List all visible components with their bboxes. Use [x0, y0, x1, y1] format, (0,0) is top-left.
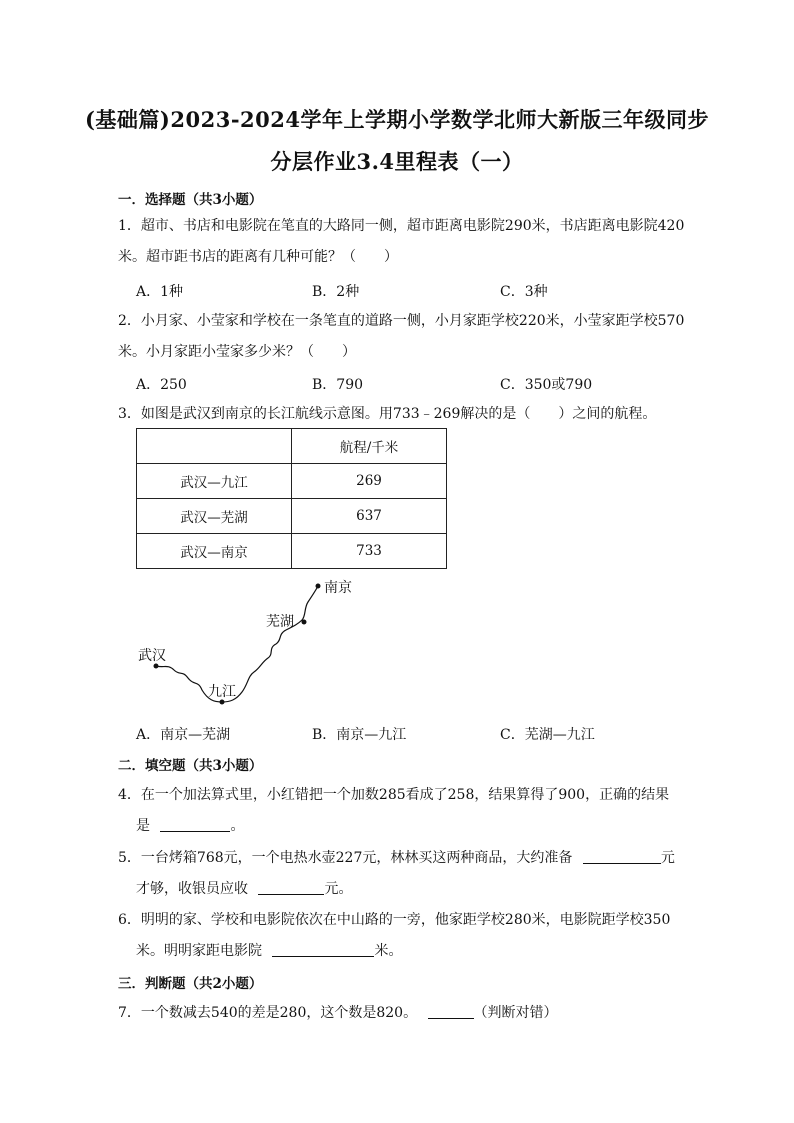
question-4-suffix: 。	[230, 818, 245, 834]
answer-blank-5a[interactable]	[583, 849, 661, 864]
table-cell-route: 武汉—芜湖	[137, 499, 292, 534]
question-1-line-1: 1．超市、书店和电影院在笔直的大路同一侧，超市距离电影院290米，书店距离电影院420	[118, 218, 685, 234]
question-4-line-2	[136, 816, 244, 836]
table-row	[137, 499, 447, 534]
jiujiang-point	[220, 700, 225, 705]
question-6-line-2	[136, 941, 402, 961]
table-header-cell: 航程/千米	[292, 429, 447, 464]
section-heading-fill-in: 二．填空题（共3小题）	[118, 758, 263, 774]
yangtze-route-map	[130, 572, 370, 712]
route-distance-table	[136, 428, 447, 569]
question-2-option-c[interactable]: C．350或790	[500, 377, 593, 393]
table-cell-distance: 637	[292, 499, 447, 534]
nanjing-point	[316, 584, 321, 589]
wuhan-label: 武汉	[138, 648, 166, 664]
question-2-option-a[interactable]: A．250	[136, 377, 187, 393]
question-3-line-1: 3．如图是武汉到南京的长江航线示意图。用733﹣269解决的是（ ）之间的航程。	[118, 406, 657, 422]
question-1-option-c[interactable]: C．3种	[500, 284, 548, 300]
question-6-unit: 米。	[374, 943, 403, 959]
question-5-text-2: 才够，收银员应收	[136, 881, 248, 897]
question-5-line-1	[118, 848, 675, 868]
wuhan-point	[154, 664, 159, 669]
table-cell-route: 武汉—九江	[137, 464, 292, 499]
question-1-option-b[interactable]: B．2种	[312, 284, 360, 300]
question-1-option-a[interactable]: A．1种	[136, 284, 184, 300]
answer-blank-4[interactable]	[160, 817, 230, 832]
table-header-row	[137, 429, 447, 464]
question-1-line-2: 米。超市距书店的距离有几种可能？（ ）	[118, 249, 398, 265]
question-2-option-b[interactable]: B．790	[312, 377, 364, 393]
question-2-line-1: 2．小月家、小莹家和学校在一条笔直的道路一侧，小月家距学校220米，小莹家距学校570	[118, 313, 685, 329]
question-6-line-1: 6．明明的家、学校和电影院依次在中山路的一旁，他家距学校280米，电影院距学校350	[118, 912, 671, 928]
question-7-suffix: （判断对错）	[473, 1005, 558, 1021]
page-title-line-2: 分层作业3.4里程表（一）	[270, 149, 524, 174]
question-5-text-1: 5．一台烤箱768元，一个电热水壶227元，林林买这两种商品，大约准备	[118, 850, 573, 866]
question-7-text: 7．一个数减去540的差是280，这个数是820。	[118, 1005, 418, 1021]
table-row	[137, 534, 447, 569]
question-3-option-a[interactable]: A．南京—芜湖	[136, 727, 231, 743]
question-5-unit-2: 元。	[324, 881, 353, 897]
wuhu-label: 芜湖	[266, 614, 294, 630]
question-7-line-1	[118, 1003, 558, 1023]
question-3-option-c[interactable]: C．芜湖—九江	[500, 727, 595, 743]
question-3-option-b[interactable]: B．南京—九江	[312, 727, 407, 743]
question-6-text: 米。明明家距电影院	[136, 943, 262, 959]
question-2-line-2: 米。小月家距小莹家多少米？（ ）	[118, 344, 356, 360]
answer-blank-6[interactable]	[272, 942, 374, 957]
wuhu-point	[302, 620, 307, 625]
question-5-line-2	[136, 879, 352, 899]
page-title-line-1: (基础篇)2023-2024学年上学期小学数学北师大新版三年级同步	[85, 107, 709, 132]
answer-blank-7[interactable]	[428, 1004, 474, 1019]
question-4-prefix: 是	[136, 818, 150, 834]
section-heading-judgement: 三．判断题（共2小题）	[118, 976, 263, 992]
table-row	[137, 464, 447, 499]
question-5-unit-1: 元	[660, 850, 675, 866]
table-cell-distance: 269	[292, 464, 447, 499]
table-header-cell	[137, 429, 292, 464]
river-route-line	[156, 586, 318, 702]
answer-blank-5b[interactable]	[258, 880, 324, 895]
section-heading-choice: 一．选择题（共3小题）	[118, 192, 263, 208]
question-4-line-1: 4．在一个加法算式里，小红错把一个加数285看成了258，结果算得了900，正确的结果	[118, 787, 670, 803]
table-cell-route: 武汉—南京	[137, 534, 292, 569]
nanjing-label: 南京	[324, 580, 352, 596]
jiujiang-label: 九江	[208, 684, 236, 700]
table-cell-distance: 733	[292, 534, 447, 569]
